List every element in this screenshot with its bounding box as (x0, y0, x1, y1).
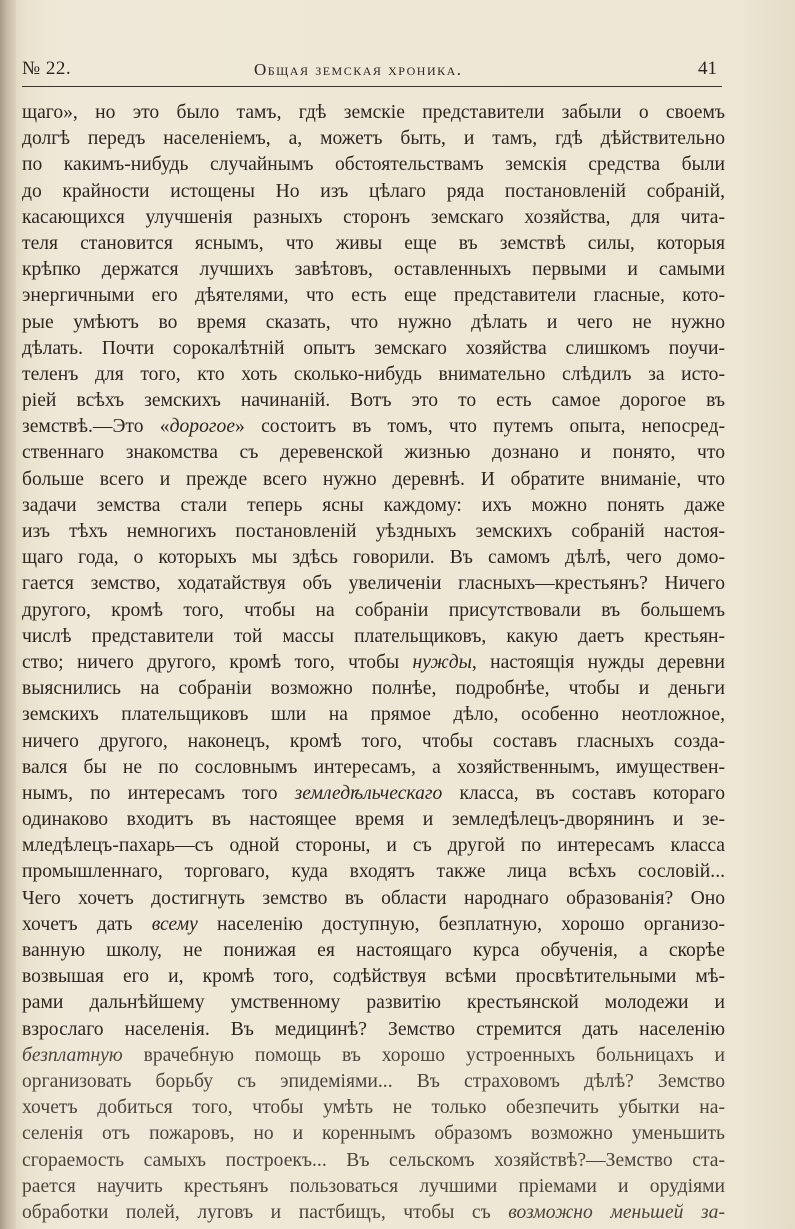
text-line: сгораемость самыхъ построекъ... Въ сельскомъ хозяйствѣ?—Земство ста- (22, 1149, 725, 1171)
text-segment: населенію доступную, безплатную, хорошо организо- (197, 913, 725, 935)
text-line: ничего другого, наконецъ, кромѣ того, чтобы составъ гласныхъ созда- (22, 730, 725, 752)
text-line: одинаково входитъ въ настоящее время и земледѣлецъ-дворянинъ и зе- (22, 809, 725, 831)
text-line: возвышая его и, кромѣ того, содѣйствуя всѣми просвѣтительными мѣ- (22, 966, 725, 988)
text-line: Чего хочетъ достигнуть земство въ области народнаго образованія? Оно (22, 887, 725, 909)
text-line: вался бы не по сословнымъ интересамъ, а хозяйственнымъ, имуществен- (22, 756, 725, 778)
text-line (22, 1043, 725, 1069)
text-line: гается земство, ходатайствуя объ увеличеніи гласныхъ—крестьянъ? Ничего (22, 573, 725, 595)
text-line: задачи земства стали теперь ясны каждому: ихъ можно понять даже (22, 494, 725, 516)
text-line: хочетъ добиться того, чтобы умѣть не только обезпечить убытки на- (22, 1097, 725, 1119)
italic-emphasis: нужды (412, 651, 472, 673)
text-line: мледѣлецъ-пахарь—съ одной стороны, и съ другой по интересамъ класса (22, 835, 725, 857)
text-line: до крайности истощены Но изъ цѣлаго ряда постановленій собраній, (22, 180, 725, 202)
text-line: селенія отъ пожаровъ, но и кореннымъ образомъ возможно уменьшить (22, 1123, 725, 1145)
text-line (22, 1200, 725, 1226)
text-line: числѣ представители той массы плательщиковъ, какую даетъ крестьян- (22, 625, 725, 647)
text-line: касающихся улучшенія разныхъ сторонъ земскаго хозяйства, для чита- (22, 206, 725, 228)
text-segment: , настоящія нужды деревни (471, 651, 726, 673)
text-line: теля становится яснымъ, что живы еще въ земствѣ силы, которыя (22, 232, 725, 254)
text-segment: врачебную помощь въ хорошо устроенныхъ больницахъ и (122, 1044, 725, 1066)
page-binding-edge (0, 0, 16, 1229)
text-line: щаго года, о которыхъ мы здѣсь говорили. Въ самомъ дѣлѣ, чего домо- (22, 547, 725, 569)
running-title: Общая земская хроника. (254, 60, 463, 79)
text-line: ванную школу, не понижая ея настоящаго курса обученія, а скорѣе (22, 940, 725, 961)
text-line (22, 414, 725, 440)
italic-emphasis: безплатную (22, 1044, 123, 1066)
italic-emphasis: возможно меньшей за- (508, 1201, 725, 1223)
text-line: рые умѣютъ во время сказать, что нужно дѣлать и чего не нужно (22, 311, 725, 333)
body-text (22, 100, 725, 1226)
issue-number: № 22. (22, 58, 72, 79)
text-line: щаго», но это было тамъ, гдѣ земскіе представители забыли о своемъ (22, 102, 725, 123)
text-line: крѣпко держатся лучшихъ завѣтовъ, оставленныхъ первыми и самыми (22, 259, 725, 281)
text-line: организовать борьбу съ эпидеміями... Въ страховомъ дѣлѣ? Земство (22, 1070, 725, 1092)
text-segment: обработки полей, луговъ и пастбищъ, чтобы съ (22, 1201, 509, 1223)
text-segment: хочетъ дать (22, 913, 152, 935)
text-segment: » состоитъ въ томъ, что путемъ опыта, непосред- (235, 416, 725, 438)
text-line: рается научить крестьянъ пользоваться лучшими пріемами и орудіями (22, 1175, 725, 1197)
text-line: теленъ для того, кто хоть сколько-нибудь внимательно слѣдилъ за исто- (22, 363, 725, 385)
text-line: взрослаго населенія. Въ медицинѣ? Земство стремится дать населенію (22, 1018, 725, 1040)
page-number: 41 (698, 58, 717, 79)
text-line (22, 781, 725, 807)
text-line: рами дальнѣйшему умственному развитію крестьянской молодежи и (22, 992, 725, 1014)
header-rule (22, 86, 722, 87)
text-line (22, 912, 725, 938)
running-header (22, 58, 722, 84)
text-line: дѣлать. Почти сорокалѣтній опытъ земскаго хозяйства слишкомъ поучи- (22, 337, 725, 359)
text-line: больше всего и прежде всего нужно деревнѣ. И обратите вниманіе, что (22, 468, 725, 490)
italic-emphasis: всему (151, 913, 198, 935)
italic-emphasis: земледѣльческаго (294, 782, 443, 804)
text-line: промышленнаго, торговаго, куда входятъ также лица всѣхъ сословій... (22, 861, 725, 883)
italic-emphasis: дорогое (169, 416, 236, 438)
text-line: энергичными его дѣятелями, что есть еще представители гласные, кото- (22, 285, 725, 307)
text-segment: нымъ, по интересамъ того (22, 782, 295, 804)
text-line: по какимъ-нибудь случайнымъ обстоятельствамъ земскія средства были (22, 154, 725, 176)
text-line: долгѣ передъ населеніемъ, а, можетъ быть, и тамъ, гдѣ дѣйствительно (22, 128, 725, 150)
text-line (22, 650, 725, 676)
text-line: ріей всѣхъ земскихъ начинаній. Вотъ это то есть самое дорогое въ (22, 390, 725, 412)
text-line: изъ тѣхъ немногихъ постановленій уѣздныхъ земскихъ собраній настоя- (22, 521, 725, 542)
text-line: земскихъ плательщиковъ шли на прямое дѣло, особенно неотложное, (22, 704, 725, 726)
text-segment: земствѣ.—Это « (22, 416, 170, 438)
text-line: ственнаго знакомства съ деревенской жизнью дознано и понято, что (22, 442, 725, 464)
text-segment: класса, въ составъ котораго (442, 782, 725, 804)
text-line: другого, кромѣ того, чтобы на собраніи присутствовали въ большемъ (22, 599, 725, 621)
text-segment: ство; ничего другого, кромѣ того, чтобы (22, 651, 413, 673)
text-line: выяснились на собраніи возможно полнѣе, подробнѣе, чтобы и деньги (22, 678, 725, 700)
